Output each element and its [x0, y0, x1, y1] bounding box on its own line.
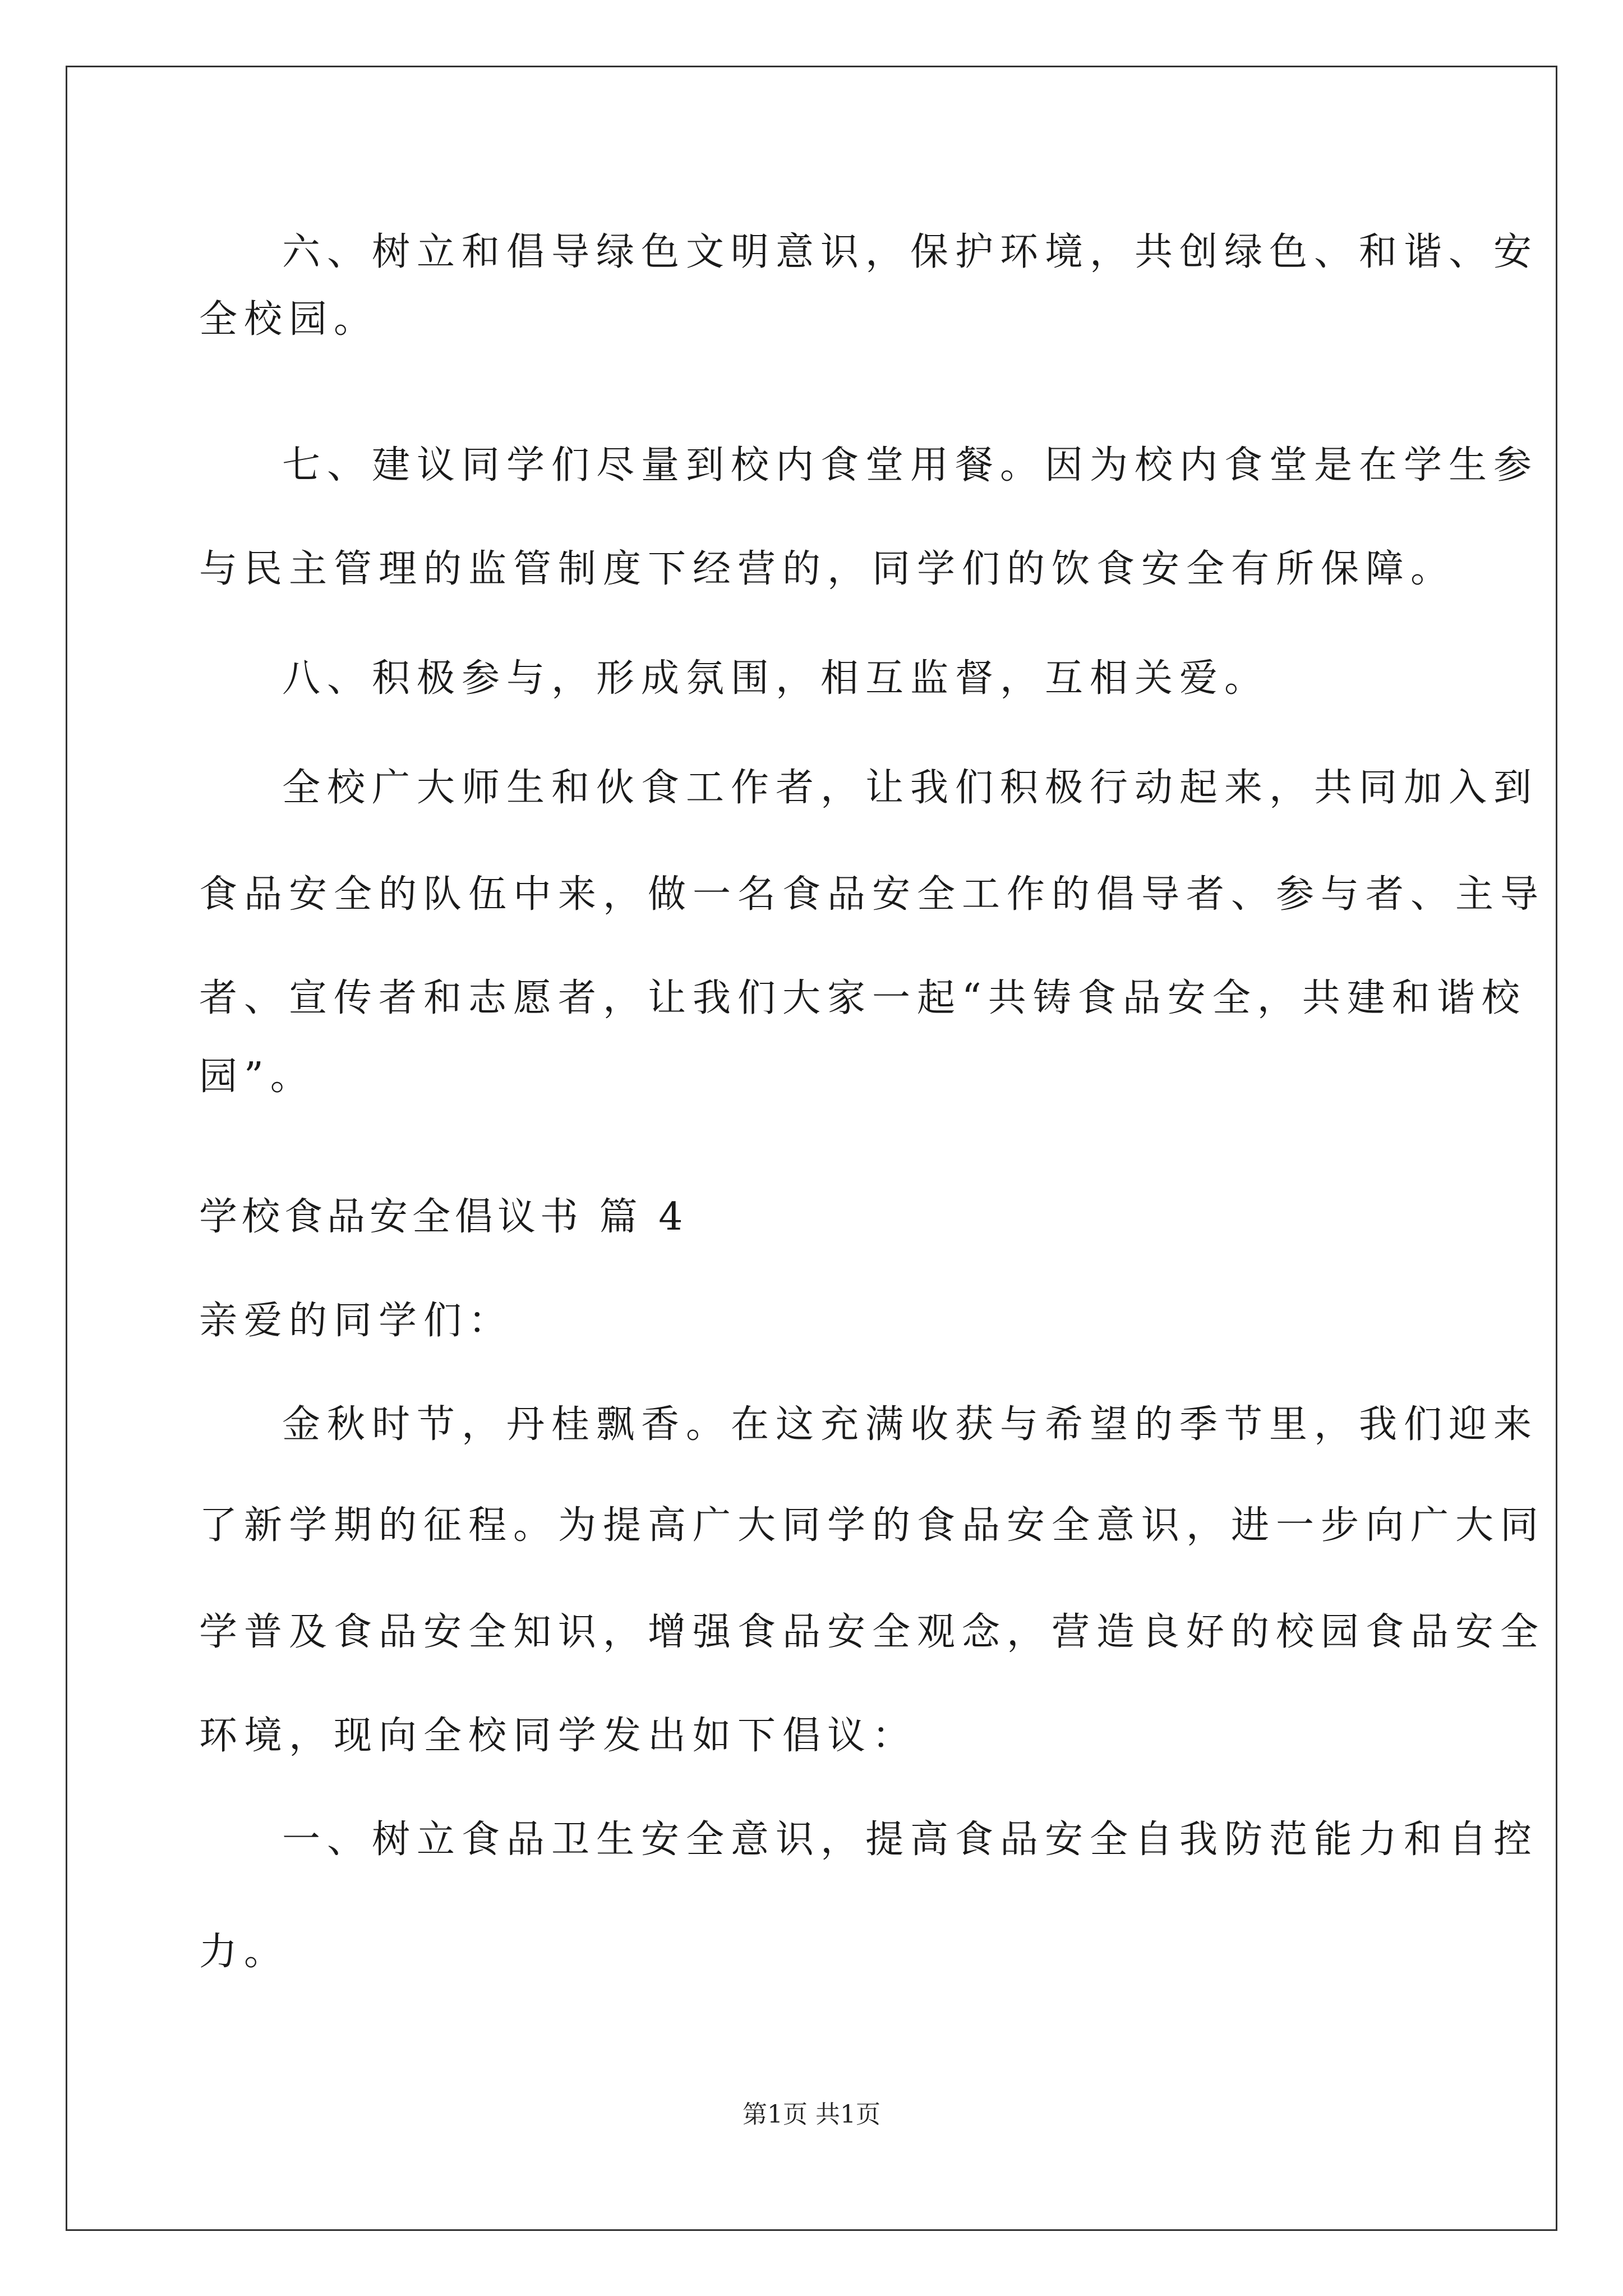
closing-paragraph-line-2: 食品安全的队伍中来，做一名食品安全工作的倡导者、参与者、主导: [199, 872, 1546, 917]
page-border: [66, 66, 1557, 2231]
intro-paragraph-line-3: 学普及食品安全知识，增强食品安全观念，营造良好的校园食品安全: [199, 1610, 1546, 1654]
closing-paragraph-line-3: 者、宣传者和志愿者，让我们大家一起“共铸食品安全，共建和谐校: [199, 976, 1527, 1020]
salutation: 亲爱的同学们：: [199, 1299, 514, 1343]
closing-paragraph-line-4: 园”。: [199, 1055, 315, 1099]
paragraph-7-line-1: 七、建议同学们尽量到校内食堂用餐。因为校内食堂是在学生参: [282, 443, 1539, 487]
paragraph-7-line-2: 与民主管理的监管制度下经营的，同学们的饮食安全有所保障。: [199, 547, 1456, 591]
section-heading: 学校食品安全倡议书 篇 4: [199, 1195, 688, 1239]
paragraph-8-line-1: 八、积极参与，形成氛围，相互监督，互相关爱。: [282, 656, 1270, 701]
intro-paragraph-line-2: 了新学期的征程。为提高广大同学的食品安全意识，进一步向广大同: [199, 1503, 1546, 1548]
paragraph-6-line-1: 六、树立和倡导绿色文明意识，保护环境，共创绿色、和谐、安: [282, 230, 1539, 274]
paragraph-6-line-2: 全校园。: [199, 297, 379, 342]
page-number-footer: 第1页 共1页: [743, 2100, 880, 2129]
intro-paragraph-line-1: 金秋时节，丹桂飘香。在这充满收获与希望的季节里，我们迎来: [282, 1402, 1539, 1447]
item-1-line-2: 力。: [199, 1930, 289, 1974]
item-1-line-1: 一、树立食品卫生安全意识，提高食品安全自我防范能力和自控: [282, 1818, 1539, 1862]
closing-paragraph-line-1: 全校广大师生和伙食工作者，让我们积极行动起来，共同加入到: [282, 766, 1539, 810]
intro-paragraph-line-4: 环境，现向全校同学发出如下倡议：: [199, 1714, 917, 1758]
